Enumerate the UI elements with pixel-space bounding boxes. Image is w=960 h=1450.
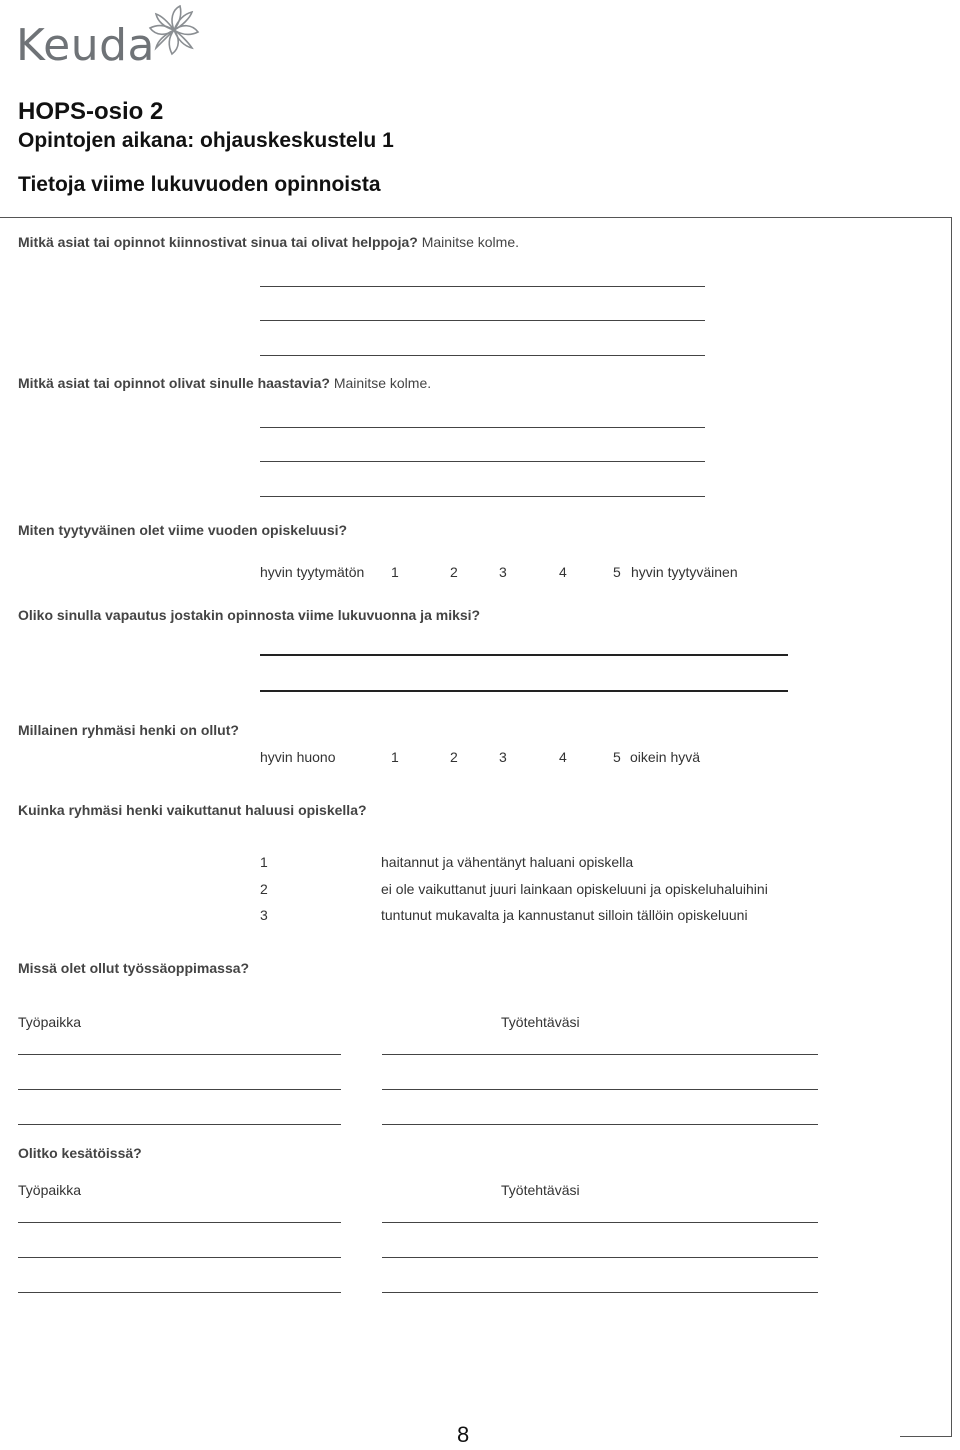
workplace-line[interactable] (18, 1222, 341, 1223)
scale-option-2[interactable]: 2 (450, 564, 458, 580)
question-interests-hint: Mainitse kolme. (417, 234, 519, 250)
scale-option-1[interactable]: 1 (391, 564, 399, 580)
scale-option-5[interactable]: 5 (613, 564, 621, 580)
section-title: Tietoja viime lukuvuoden opinnoista (18, 173, 381, 196)
keuda-pinwheel-icon (146, 2, 202, 58)
workplace-line[interactable] (18, 1089, 341, 1090)
option-number[interactable]: 1 (260, 854, 268, 870)
tasks-line[interactable] (382, 1257, 818, 1258)
frame-bottom-rule (900, 1436, 952, 1437)
option-label: haitannut ja vähentänyt haluani opiskella (381, 854, 634, 870)
question-challenges (18, 375, 431, 391)
workplace-line[interactable] (18, 1292, 341, 1293)
question-satisfaction: Miten tyytyväinen olet viime vuoden opiskeluusi? (18, 522, 348, 538)
tasks-line[interactable] (382, 1222, 818, 1223)
answer-line[interactable] (260, 286, 705, 287)
workplace-label: Työpaikka (18, 1014, 82, 1030)
tasks-line[interactable] (382, 1124, 818, 1125)
answer-line[interactable] (260, 355, 705, 356)
option-label: tuntunut mukavalta ja kannustanut silloin tällöin opiskeluuni (381, 907, 748, 923)
tasks-label: Työtehtäväsi (501, 1182, 580, 1198)
question-challenges-text: Mitkä asiat tai opinnot olivat sinulle haastavia? (18, 375, 330, 391)
page-number: 8 (457, 1422, 470, 1447)
scale-option-3[interactable]: 3 (499, 564, 507, 580)
answer-line[interactable] (260, 654, 788, 656)
page-subtitle: Opintojen aikana: ohjauskeskustelu 1 (18, 129, 394, 152)
tasks-line[interactable] (382, 1089, 818, 1090)
scale-left-label: hyvin tyytymätön (260, 564, 365, 580)
workplace-label: Työpaikka (18, 1182, 82, 1198)
answer-line[interactable] (260, 427, 705, 428)
frame-top-rule (0, 217, 952, 218)
scale-right-label: oikein hyvä (630, 749, 701, 765)
scale-option-3[interactable]: 3 (499, 749, 507, 765)
workplace-line[interactable] (18, 1054, 341, 1055)
option-number[interactable]: 3 (260, 907, 268, 923)
question-exemption: Oliko sinulla vapautus jostakin opinnosta viime lukuvuonna ja miksi? (18, 607, 481, 623)
answer-line[interactable] (260, 320, 705, 321)
scale-option-5[interactable]: 5 (613, 749, 621, 765)
tasks-line[interactable] (382, 1054, 818, 1055)
question-group-spirit: Millainen ryhmäsi henki on ollut? (18, 722, 239, 738)
question-challenges-hint: Mainitse kolme. (329, 375, 432, 391)
question-group-effect: Kuinka ryhmäsi henki vaikuttanut haluusi opiskella? (18, 802, 367, 818)
tasks-label: Työtehtäväsi (501, 1014, 580, 1030)
workplace-line[interactable] (18, 1124, 341, 1125)
scale-right-label: hyvin tyytyväinen (631, 564, 738, 580)
scale-option-4[interactable]: 4 (559, 749, 567, 765)
page-title: HOPS-osio 2 (18, 98, 164, 125)
question-interests-text: Mitkä asiat tai opinnot kiinnostivat sinua tai olivat helppoja? (18, 234, 418, 250)
tasks-line[interactable] (382, 1292, 818, 1293)
option-number[interactable]: 2 (260, 881, 268, 897)
scale-left-label: hyvin huono (260, 749, 336, 765)
scale-option-2[interactable]: 2 (450, 749, 458, 765)
frame-right-rule (951, 217, 952, 1437)
option-label: ei ole vaikuttanut juuri lainkaan opiskeluuni ja opiskeluhaluihini (381, 881, 768, 897)
keuda-logo-text: Keuda (16, 20, 156, 71)
question-summer-job: Olitko kesätöissä? (18, 1145, 142, 1161)
scale-option-4[interactable]: 4 (559, 564, 567, 580)
question-interests (18, 234, 519, 250)
answer-line[interactable] (260, 461, 705, 462)
answer-line[interactable] (260, 690, 788, 692)
scale-option-1[interactable]: 1 (391, 749, 399, 765)
question-work-placement: Missä olet ollut työssäoppimassa? (18, 960, 250, 976)
workplace-line[interactable] (18, 1257, 341, 1258)
answer-line[interactable] (260, 496, 705, 497)
